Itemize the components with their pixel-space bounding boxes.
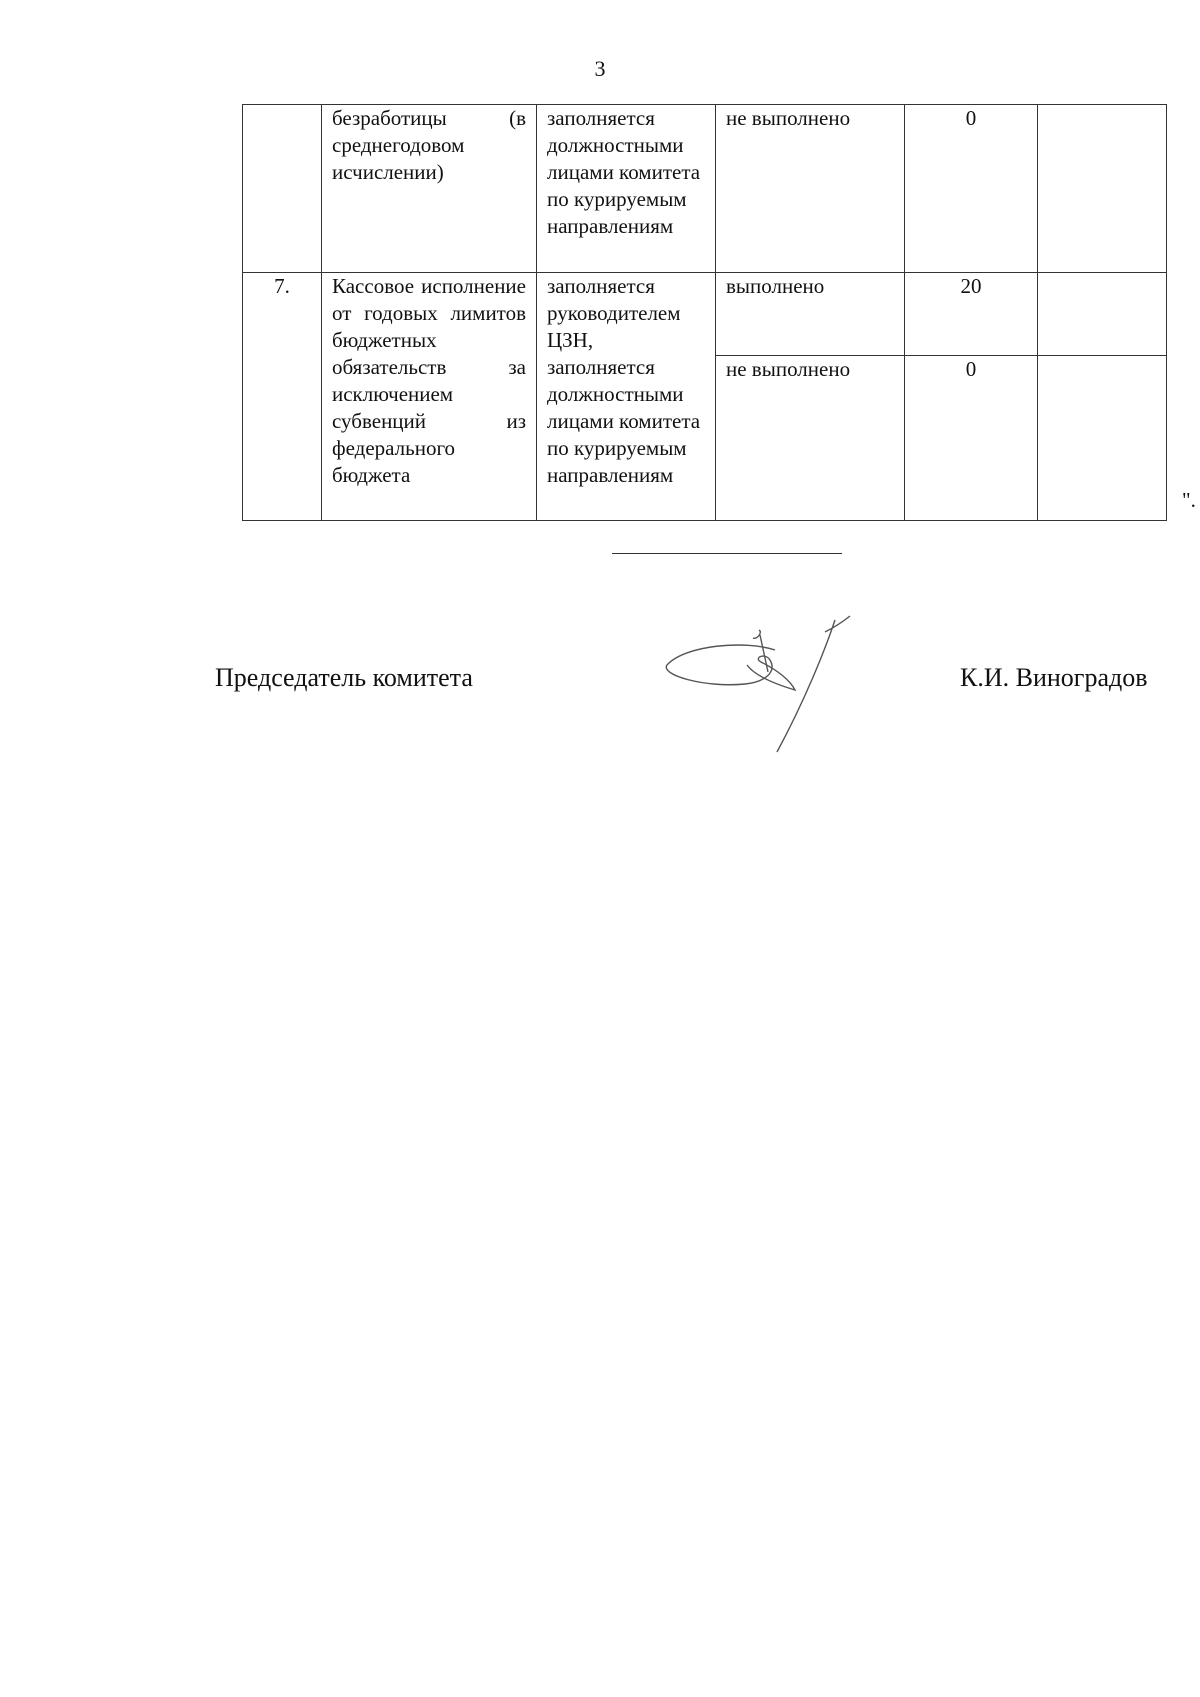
signatory-name: К.И. Виноградов: [960, 663, 1148, 692]
note-cell: [1038, 356, 1167, 521]
row-number-cell: [243, 105, 322, 273]
page-number: 3: [594, 56, 606, 81]
table-row: [243, 273, 1167, 356]
handwritten-signature: [665, 610, 865, 755]
separator-line: [612, 553, 842, 554]
points-cell: 20: [905, 273, 1038, 356]
points-cell: 0: [905, 105, 1038, 273]
signatory-position: Председатель комитета: [215, 663, 473, 692]
note-cell: [1038, 273, 1167, 356]
note-cell: [1038, 105, 1167, 273]
table-row: [243, 105, 1167, 273]
closing-quote: ".: [1182, 488, 1196, 512]
status-cell: не выполнено: [716, 105, 905, 273]
filled-by-cell: заполняется должностными лицами комитета по курируемым направлениям: [537, 105, 716, 273]
status-cell: не выполнено: [716, 356, 905, 521]
indicator-cell: Кассовое исполнение от годовых лимитов бюджетных обязательств за исключением субвенций из федерального бюджета: [322, 273, 537, 521]
points-cell: 0: [905, 356, 1038, 521]
criteria-table: [242, 104, 1167, 521]
indicator-cell: безработицы (в среднегодовом исчислении): [322, 105, 537, 273]
row-number-cell: 7.: [243, 273, 322, 521]
status-cell: выполнено: [716, 273, 905, 356]
filled-by-cell: заполняется руководителем ЦЗН, заполняется должностными лицами комитета по курируемым направлениям: [537, 273, 716, 521]
